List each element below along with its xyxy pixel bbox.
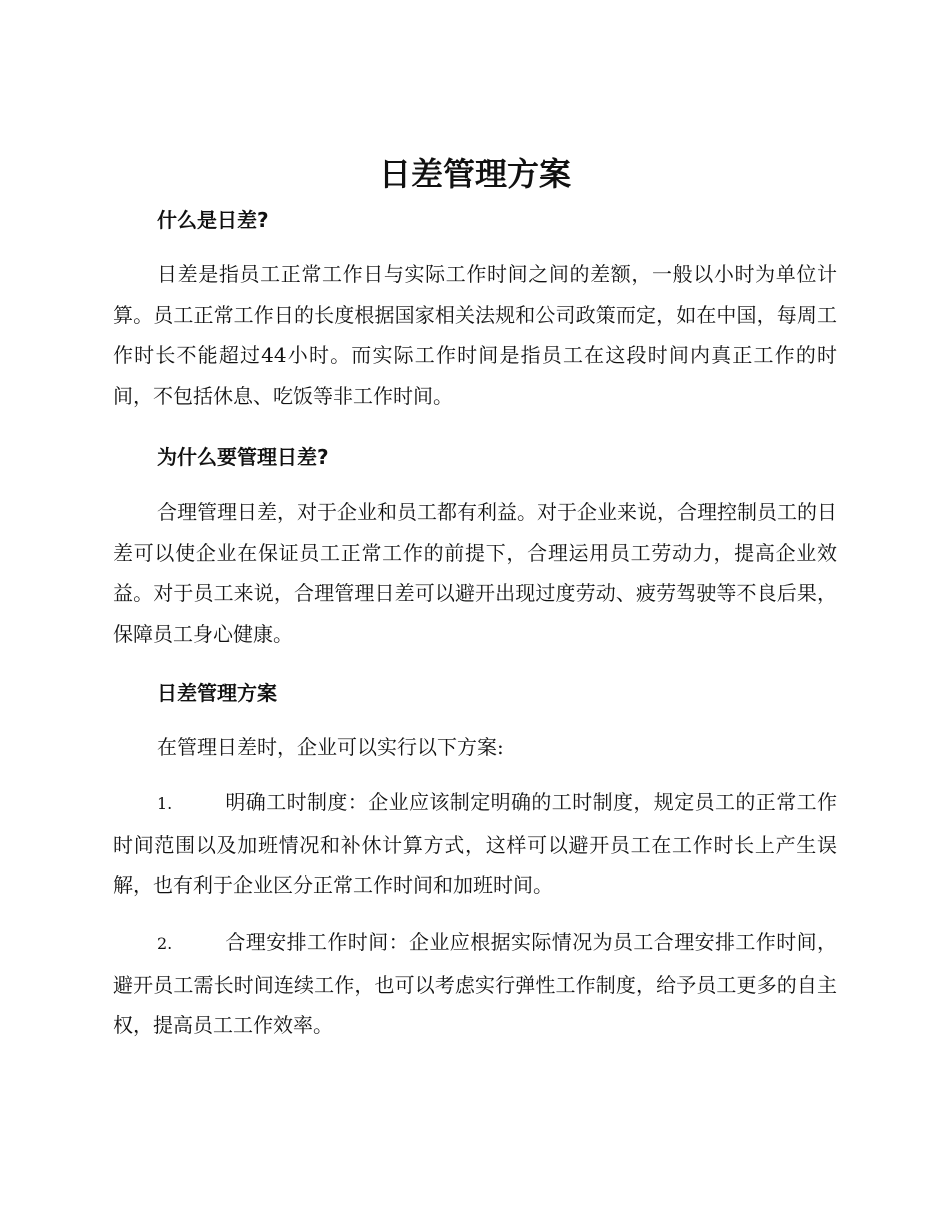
section-heading-plan: 日差管理方案 bbox=[157, 681, 277, 705]
list-item bbox=[113, 782, 837, 906]
list-item bbox=[113, 922, 837, 1046]
list-item-text: 合理安排工作时间：企业应根据实际情况为员工合理安排工作时间，避开员工需长时间连续工作，也可以考虑实行弹性工作制度，给予员工更多的自主权，提高员工工作效率。 bbox=[113, 930, 837, 1037]
list-item-number: 1. bbox=[157, 794, 173, 813]
list-item-text: 明确工时制度：企业应该制定明确的工时制度，规定员工的正常工作时间范围以及加班情况和补休计算方式，这样可以避开员工在工作时长上产生误解，也有利于企业区分正常工作时间和加班时间。 bbox=[113, 790, 837, 897]
section-heading-what-is: 什么是日差? bbox=[157, 208, 269, 232]
list-item-number: 2. bbox=[157, 934, 173, 953]
document-title: 日差管理方案 bbox=[378, 155, 571, 193]
section-paragraph-what-is: 日差是指员工正常工作日与实际工作时间之间的差额，一般以小时为单位计算。员工正常工作日的长度根据国家相关法规和公司政策而定，如在中国，每周工作时长不能超过44小时。而实际工作时间是指员工在这段时间内真正工作的时间，不包括休息、吃饭等非工作时间。 bbox=[113, 262, 837, 408]
section-intro-plan: 在管理日差时，企业可以实行以下方案: bbox=[157, 735, 504, 759]
section-paragraph-why-manage: 合理管理日差，对于企业和员工都有利益。对于企业来说，合理控制员工的日差可以使企业在保证员工正常工作的前提下，合理运用员工劳动力，提高企业效益。对于员工来说，合理管理日差可以避开出现过度劳动、疲劳驾驶等不良后果，保障员工身心健康。 bbox=[113, 500, 837, 646]
section-heading-why-manage: 为什么要管理日差? bbox=[157, 445, 329, 469]
